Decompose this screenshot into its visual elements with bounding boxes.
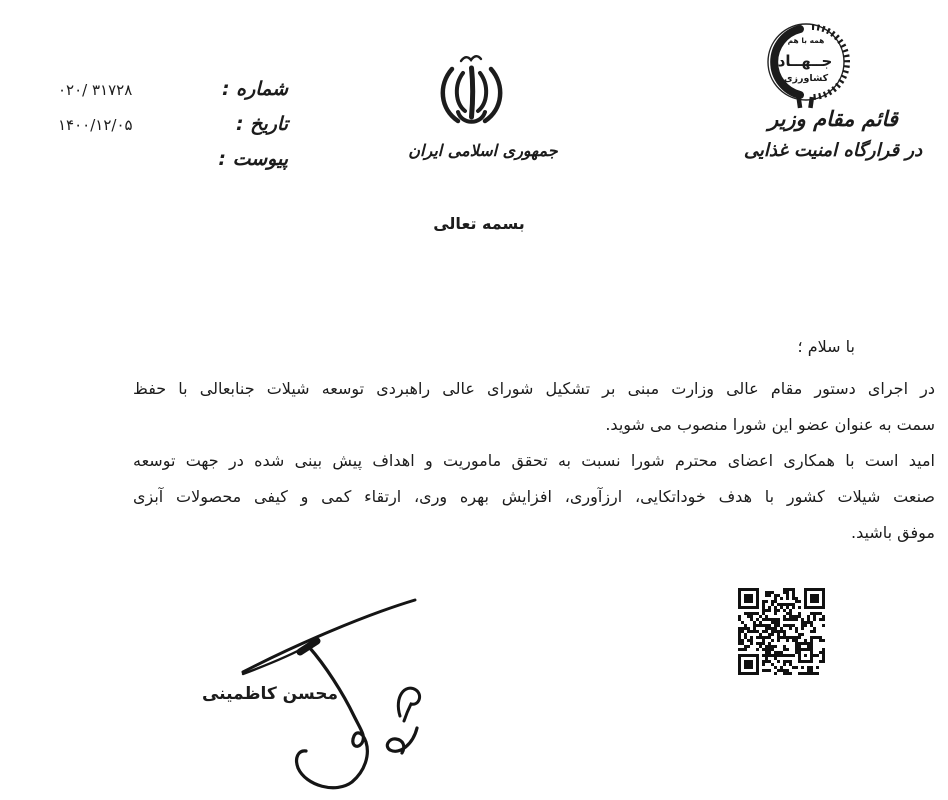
letterhead-fields	[58, 78, 288, 183]
body-line: امید است با همکاری اعضای محترم شورا نسبت به تحقق ماموریت و اهداف پیش بینی شده در جهت توسعه	[133, 451, 935, 470]
number-field-row	[58, 78, 288, 104]
org-title-block	[728, 102, 938, 166]
body-line: در اجرای دستور مقام عالی وزارت مبنی بر تشکیل شورای عالی راهبردی توسعه شیلات جنابعالی با حفظ	[133, 379, 935, 398]
logo-main-text: جــهــاد	[777, 52, 833, 70]
salutation: با سلام ؛	[797, 337, 855, 356]
date-label: تاریخ :	[235, 113, 288, 135]
emblem-caption: جمهوری اسلامی ایران	[408, 141, 558, 160]
date-value: ۱۴۰۰/۱۲/۰۵	[58, 116, 133, 134]
letter-body	[133, 371, 935, 551]
body-line: موفق باشید.	[851, 523, 935, 542]
body-line: صنعت شیلات کشور با هدف خوداتکایی، ارزآوری، افزایش بهره وری، ارتقاء کمی و کیفی محصولات آبزی	[133, 487, 935, 506]
org-title-line1: قائم مقام وزیر	[768, 107, 898, 131]
attachment-field-row	[58, 148, 288, 174]
org-title-line2: در قرارگاه امنیت غذایی	[743, 140, 923, 161]
logo-motto-text: همه با هم	[787, 36, 825, 45]
date-field-row	[58, 113, 288, 139]
body-line: سمت به عنوان عضو این شورا منصوب می شوید.	[605, 415, 935, 434]
qr-code	[738, 588, 825, 675]
signer-name: محسن کاظمینی	[201, 684, 339, 704]
besmele-heading: بسمه تعالی	[433, 214, 525, 233]
logo-sub-text: کشاورزی	[783, 73, 829, 84]
number-label: شماره :	[221, 78, 288, 100]
number-value: ۰۲۰/ ۳۱۷۲۸	[58, 81, 133, 99]
attachment-label: پیوست :	[218, 148, 288, 170]
iran-emblem-icon	[432, 50, 512, 140]
